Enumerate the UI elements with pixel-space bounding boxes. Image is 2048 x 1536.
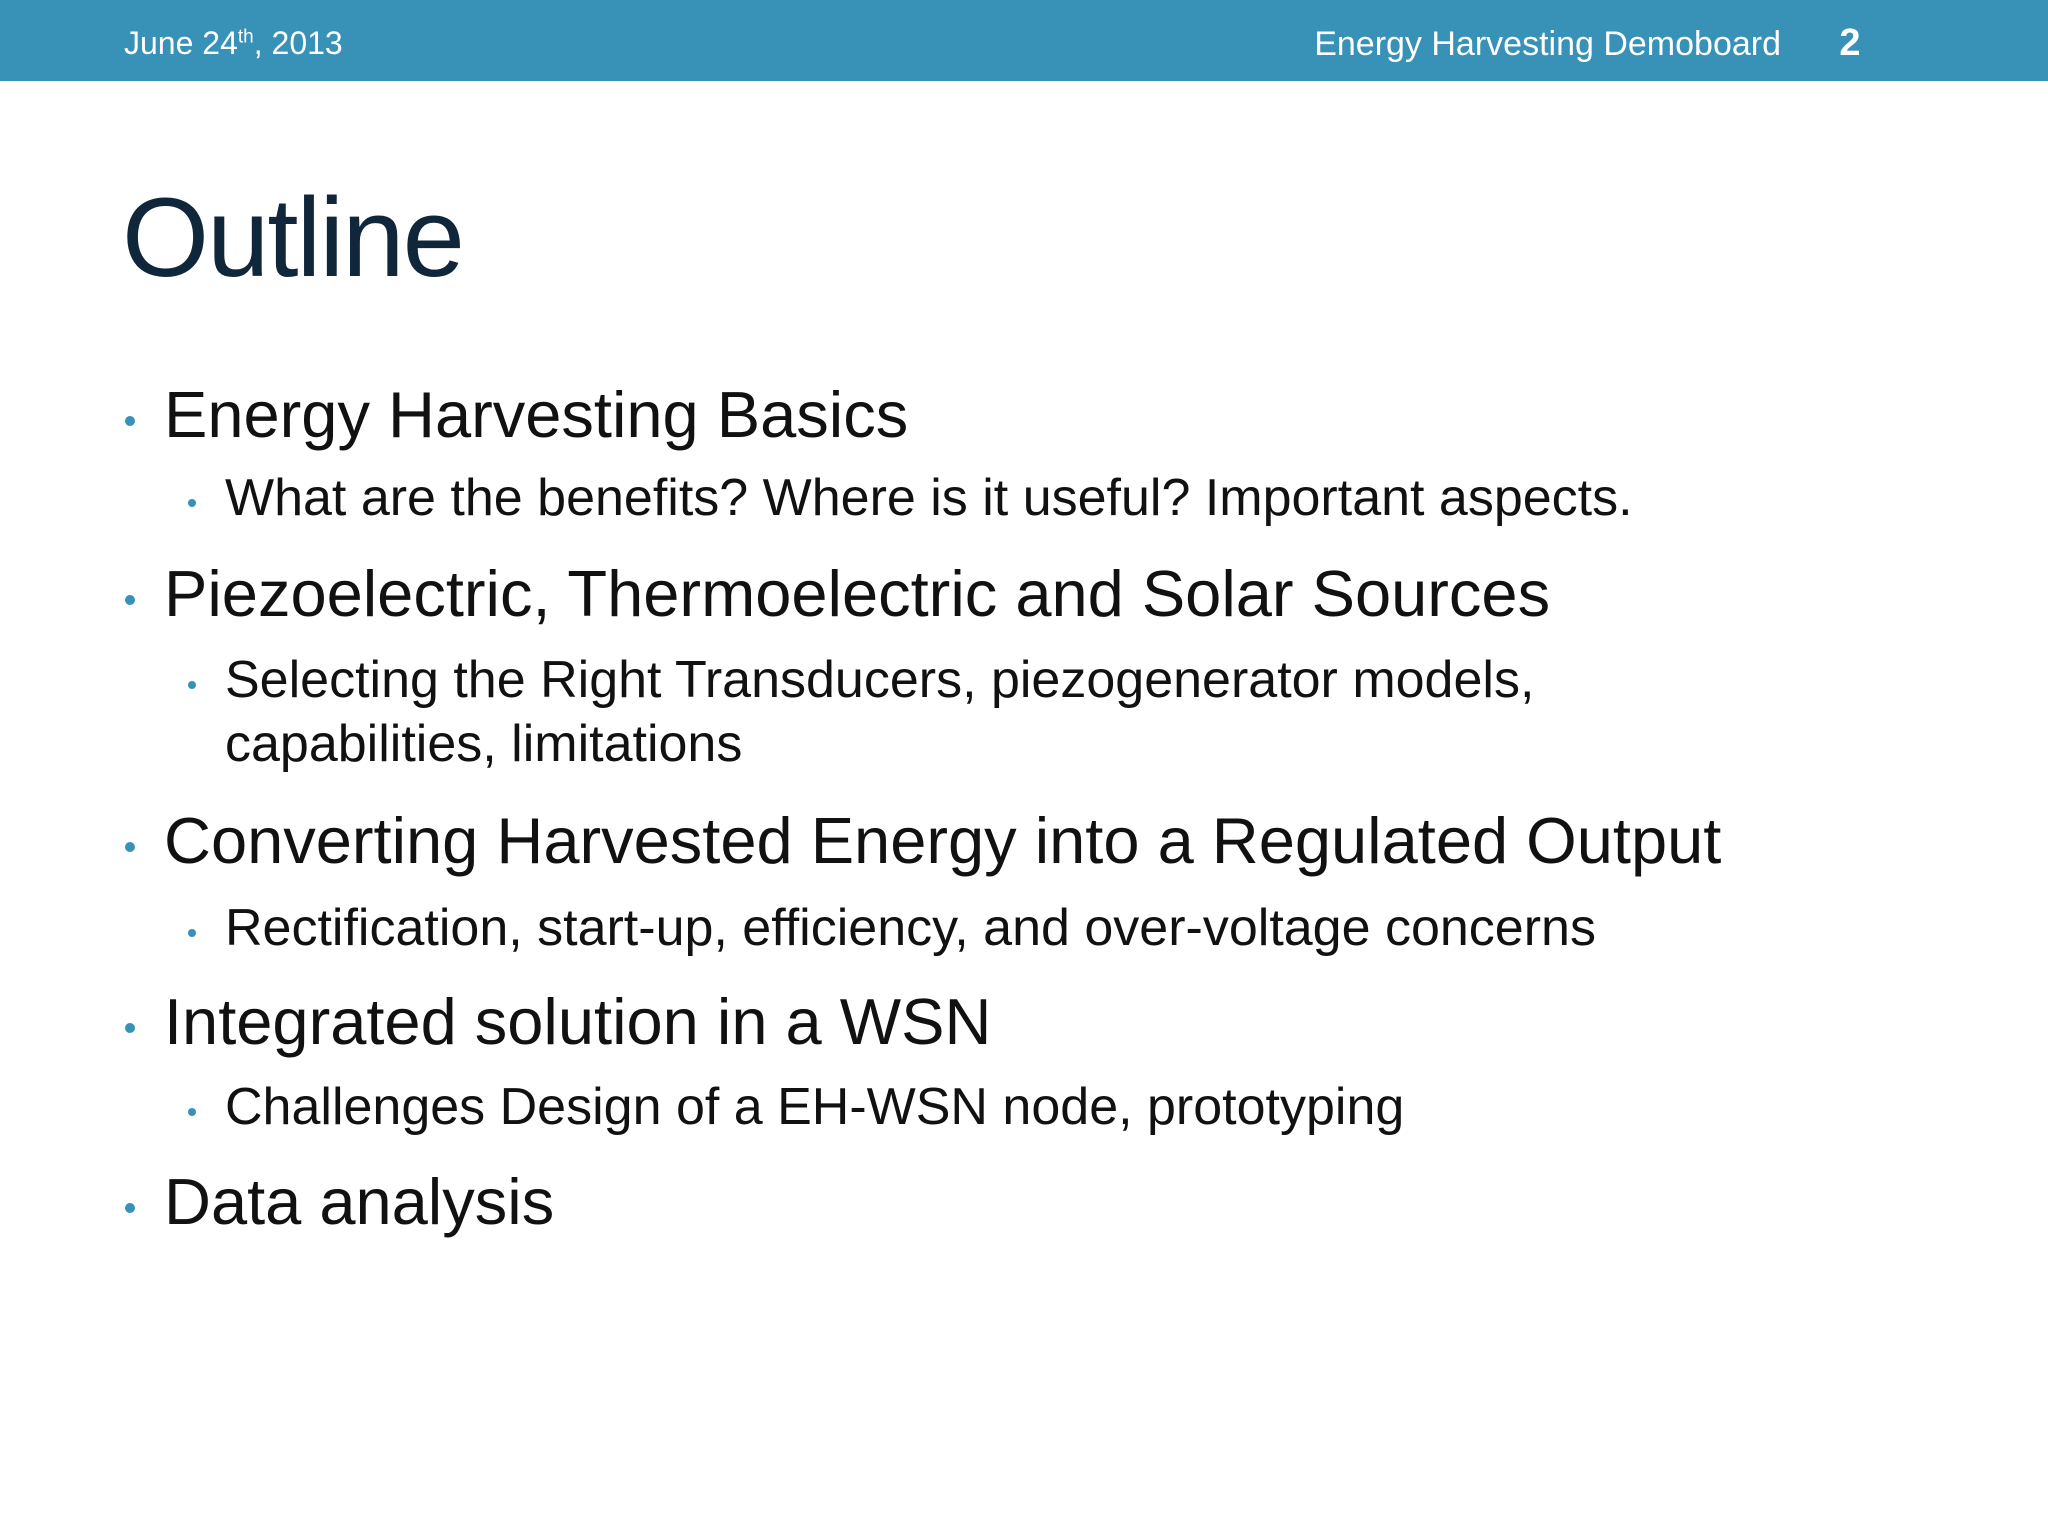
presentation-title: Energy Harvesting Demoboard — [1314, 25, 1781, 63]
outline-item-text: Energy Harvesting Basics — [164, 378, 909, 451]
outline-subitem-text: Challenges Design of a EH-WSN node, prototyping — [225, 1078, 1405, 1136]
slide-title: Outline — [122, 175, 463, 300]
bullet-dot-icon — [188, 929, 196, 937]
outline-item-text: Piezoelectric, Thermoelectric and Solar Sources — [164, 557, 1551, 630]
outline-item-text: Integrated solution in a WSN — [164, 985, 992, 1058]
bullet-dot-icon — [125, 595, 135, 605]
outline-item-integrated-solution — [164, 984, 991, 1060]
outline-subitem-wsn-node — [225, 1075, 1404, 1139]
bullet-dot-icon — [125, 1203, 135, 1213]
bullet-dot-icon — [188, 499, 196, 507]
bullet-dot-icon — [188, 1108, 196, 1116]
outline-subitem-text: Rectification, start-up, efficiency, and over-voltage concerns — [225, 899, 1596, 957]
page-number: 2 — [1839, 22, 1861, 64]
outline-subitem-transducers — [225, 648, 1534, 776]
outline-subitem-line-2: capabilities, limitations — [225, 715, 743, 773]
bullet-dot-icon — [125, 842, 135, 852]
bullet-dot-icon — [125, 416, 135, 426]
outline-subitem-text: What are the benefits? Where is it useful? Important aspects. — [225, 469, 1633, 527]
bullet-dot-icon — [125, 1023, 135, 1033]
outline-subitem-benefits — [225, 466, 1633, 530]
bullet-dot-icon — [188, 681, 196, 689]
date-suffix: , 2013 — [253, 25, 343, 61]
outline-item-text: Converting Harvested Energy into a Regulated Output — [164, 804, 1722, 877]
outline-subitem-rectification — [225, 896, 1596, 960]
outline-item-regulated-output — [164, 803, 1721, 879]
date-prefix: June 24 — [124, 25, 238, 61]
outline-item-text: Data analysis — [164, 1165, 555, 1238]
outline-item-data-analysis — [164, 1164, 554, 1240]
outline-item-energy-harvesting-basics — [164, 377, 908, 453]
outline-subitem-line-1: Selecting the Right Transducers, piezogenerator models, — [225, 651, 1535, 709]
outline-item-energy-sources — [164, 556, 1550, 632]
date-superscript: th — [237, 26, 254, 48]
